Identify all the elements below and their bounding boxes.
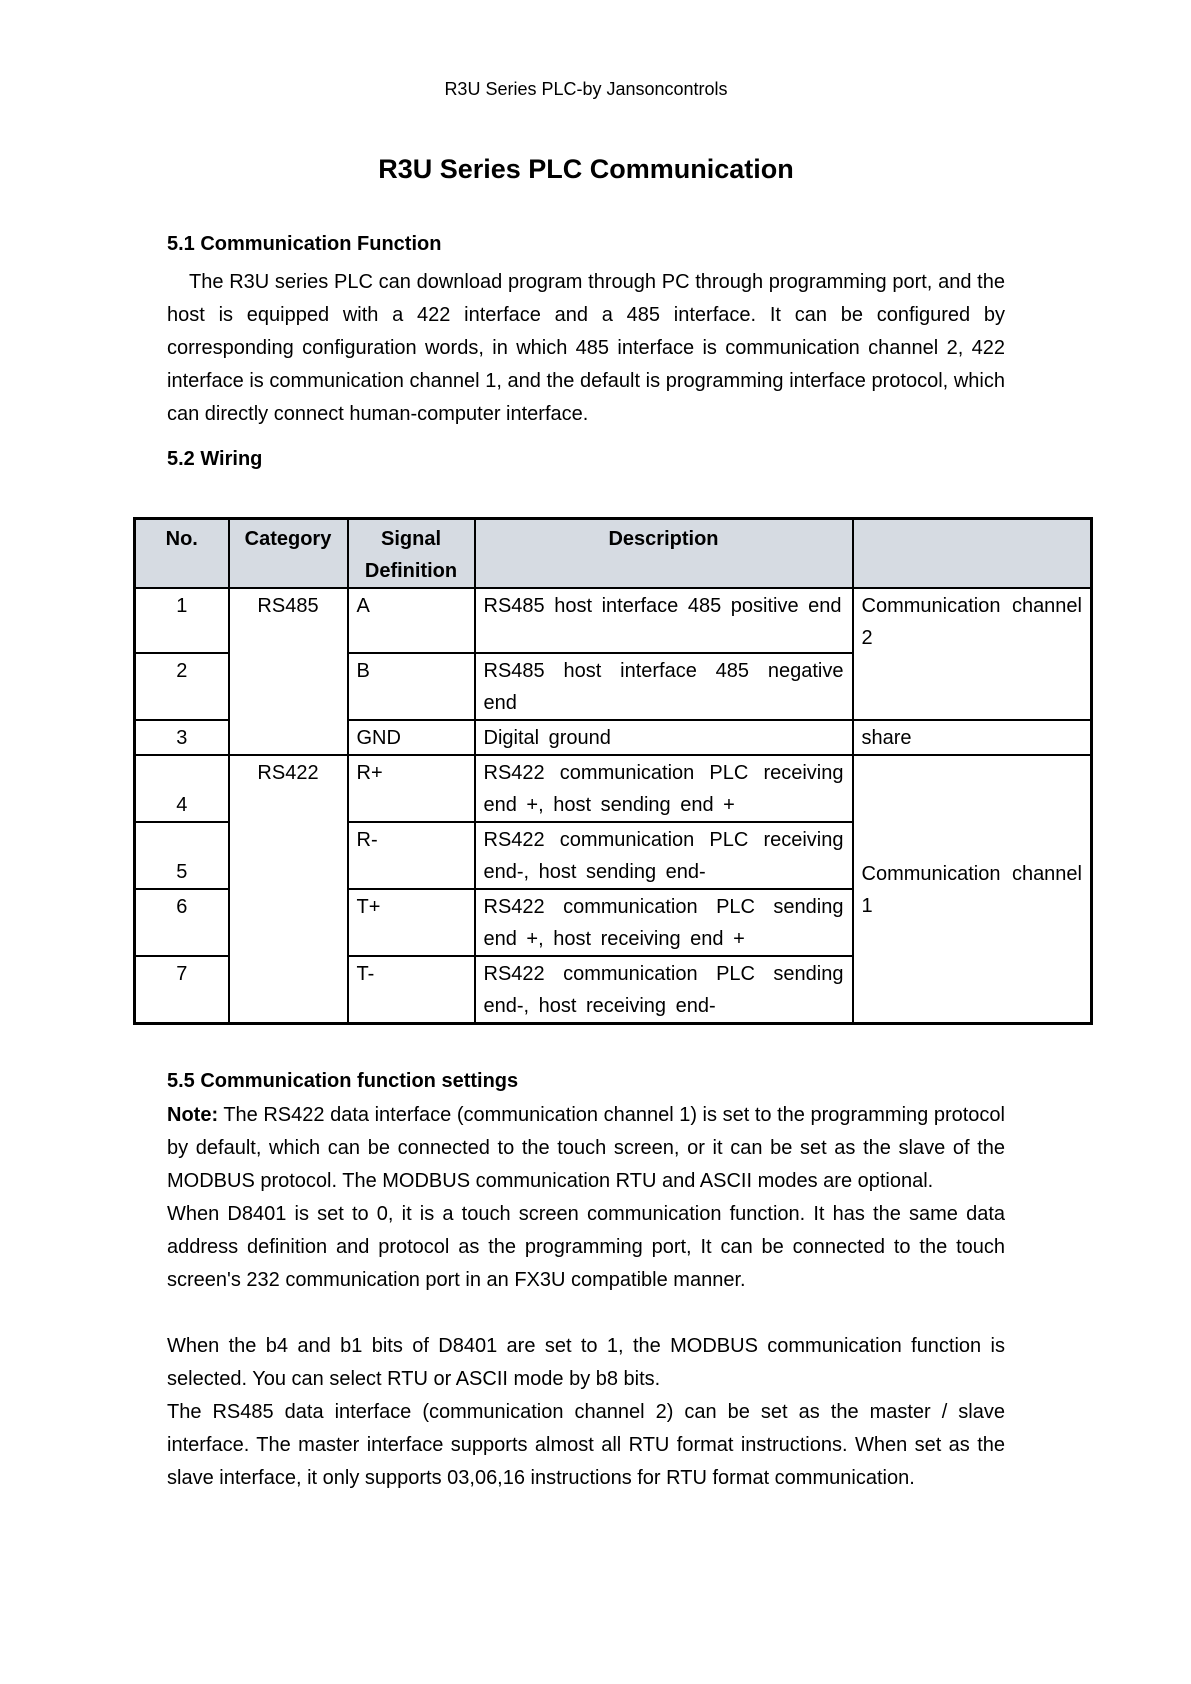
section-heading-5-5: 5.5 Communication function settings bbox=[167, 1070, 519, 1092]
paragraph-note bbox=[167, 1099, 1005, 1198]
header-cell-description: Description bbox=[475, 519, 853, 589]
cell-no-4: 4 bbox=[135, 755, 229, 822]
cell-signal-t-minus: T- bbox=[348, 956, 475, 1024]
paragraph-rs485: The RS485 data interface (communication channel 2) can be set as the master / slave interface. The master interface supports almost all RTU format instructions. When set as the slave interface, it only supports 03,06,16 instructions for RTU format communication. bbox=[167, 1401, 1005, 1489]
cell-category-rs422: RS422 bbox=[229, 755, 348, 1024]
cell-description-3: Digital ground bbox=[475, 720, 853, 755]
section-heading-5-2: 5.2 Wiring bbox=[167, 448, 263, 470]
cell-signal-t-plus: T+ bbox=[348, 889, 475, 956]
note-label: Note: bbox=[167, 1104, 219, 1126]
paragraph-d8401: When D8401 is set to 0, it is a touch screen communication function. It has the same data address definition and protocol as the programming port, It can be connected to the touch screen's 232 communication port in an FX3U compatible manner. bbox=[167, 1203, 1005, 1291]
document-header: R3U Series PLC-by Jansoncontrols bbox=[444, 79, 728, 99]
cell-channel-2: Communication channel 2 bbox=[853, 588, 1092, 720]
paragraph-modbus: When the b4 and b1 bits of D8401 are set to 1, the MODBUS communication function is selected. You can select RTU or ASCII mode by b8 bits. bbox=[167, 1335, 1005, 1390]
cell-description-5: RS422 communication PLC receiving end-, host sending end- bbox=[475, 822, 853, 889]
header-cell-channel bbox=[853, 519, 1092, 589]
paragraph-5-1: The R3U series PLC can download program through PC through programming port, and the host is equipped with a 422 interface and a 485 interface. It can be configured by corresponding configuration words, in which 485 interface is communication channel 2, 422 interface is communication channel 1, and the default is programming interface protocol, which can directly connect human-computer interface. bbox=[167, 271, 1005, 425]
table-row bbox=[135, 755, 1092, 822]
cell-no-6: 6 bbox=[135, 889, 229, 956]
cell-description-4: RS422 communication PLC receiving end +, host sending end + bbox=[475, 755, 853, 822]
cell-signal-r-plus: R+ bbox=[348, 755, 475, 822]
cell-description-2: RS485 host interface 485 negative end bbox=[475, 653, 853, 720]
cell-signal-b: B bbox=[348, 653, 475, 720]
cell-channel-share: share bbox=[853, 720, 1092, 755]
cell-description-6: RS422 communication PLC sending end +, host receiving end + bbox=[475, 889, 853, 956]
cell-no-2: 2 bbox=[135, 653, 229, 720]
header-cell-category: Category bbox=[229, 519, 348, 589]
cell-no-3: 3 bbox=[135, 720, 229, 755]
header-cell-no: No. bbox=[135, 519, 229, 589]
wiring-table bbox=[133, 517, 1093, 1025]
cell-no-5: 5 bbox=[135, 822, 229, 889]
cell-signal-r-minus: R- bbox=[348, 822, 475, 889]
section-heading-5-1: 5.1 Communication Function bbox=[167, 233, 442, 255]
table-header-row bbox=[135, 519, 1092, 589]
cell-no-7: 7 bbox=[135, 956, 229, 1024]
cell-description-7: RS422 communication PLC sending end-, host receiving end- bbox=[475, 956, 853, 1024]
cell-category-rs485: RS485 bbox=[229, 588, 348, 755]
header-cell-signal-definition: Signal Definition bbox=[348, 519, 475, 589]
cell-signal-gnd: GND bbox=[348, 720, 475, 755]
cell-signal-a: A bbox=[348, 588, 475, 653]
table-row bbox=[135, 588, 1092, 653]
cell-no-1: 1 bbox=[135, 588, 229, 653]
cell-channel-1: Communication channel 1 bbox=[853, 755, 1092, 1024]
cell-description-1: RS485 host interface 485 positive end bbox=[475, 588, 853, 653]
page-title: R3U Series PLC Communication bbox=[378, 154, 794, 184]
note-text: The RS422 data interface (communication channel 1) is set to the programming protocol by default, which can be connected to the touch screen, or it can be set as the slave of the MODBUS protocol. The MODBUS communication RTU and ASCII modes are optional. bbox=[167, 1104, 1005, 1192]
